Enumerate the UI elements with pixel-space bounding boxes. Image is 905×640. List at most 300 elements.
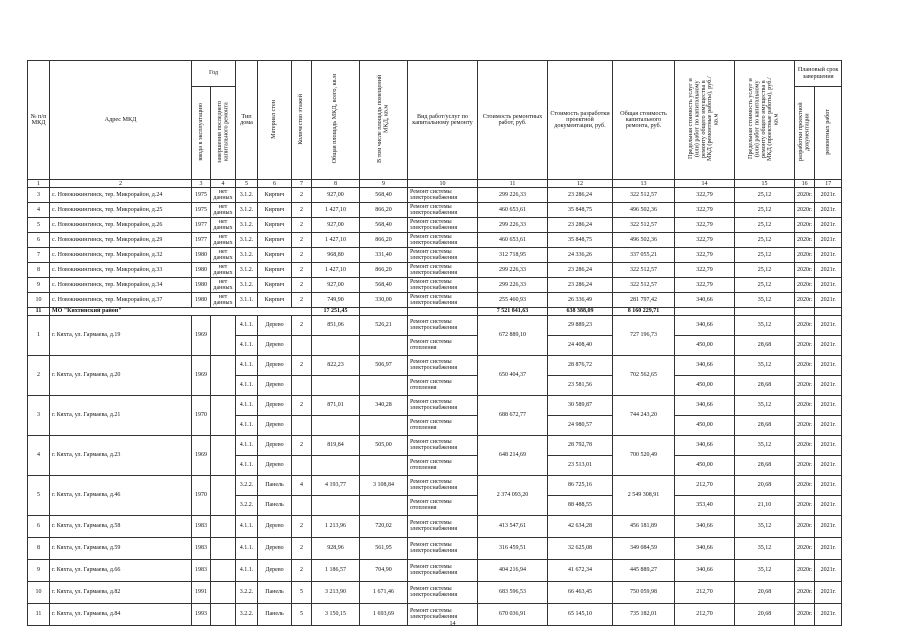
row-room-area: 720,02 bbox=[360, 515, 408, 537]
row-deadline-repair: 2021г. bbox=[815, 233, 842, 248]
row-room-area: 330,00 bbox=[360, 293, 408, 308]
row-total-cost: 727 196,73 bbox=[613, 315, 675, 355]
row-limit-design: 25,12 bbox=[735, 263, 795, 278]
row-deadline-repair: 2021г. bbox=[815, 455, 842, 475]
row-design-cost: 24 980,57 bbox=[548, 415, 613, 435]
row-total-area: 1 213,96 bbox=[312, 515, 360, 537]
header-wall-material: Материал стен bbox=[258, 61, 292, 180]
row-total-area: 1 186,57 bbox=[312, 559, 360, 581]
district-empty-cell bbox=[815, 308, 842, 315]
row-room-area: 704,90 bbox=[360, 559, 408, 581]
row-total-area: 927,00 bbox=[312, 278, 360, 293]
column-number: 13 bbox=[613, 180, 675, 188]
row-work-type: Ремонт системы отопления bbox=[408, 375, 478, 395]
row-total-cost: 337 055,21 bbox=[613, 248, 675, 263]
row-limit-repair: 340,66 bbox=[675, 559, 735, 581]
row-design-cost: 65 145,10 bbox=[548, 603, 613, 625]
column-number: 8 bbox=[312, 180, 360, 188]
row-floors bbox=[292, 455, 312, 475]
row-last-repair bbox=[211, 475, 236, 515]
column-number: 7 bbox=[292, 180, 312, 188]
row-repair-cost: 670 036,91 bbox=[478, 603, 548, 625]
row-limit-repair: 340,66 bbox=[675, 435, 735, 455]
table-row bbox=[28, 203, 842, 218]
row-deadline-repair: 2021г. bbox=[815, 495, 842, 515]
row-wall-material: Кирпич bbox=[258, 203, 292, 218]
row-deadline-design: 2020г. bbox=[795, 278, 815, 293]
row-commission-year: 1980 bbox=[192, 248, 211, 263]
row-wall-material: Панель bbox=[258, 581, 292, 603]
row-deadline-repair: 2021г. bbox=[815, 581, 842, 603]
row-total-cost: 322 512,57 bbox=[613, 218, 675, 233]
row-floors: 5 bbox=[292, 581, 312, 603]
row-deadline-design: 2020г. bbox=[795, 581, 815, 603]
row-deadline-repair: 2021г. bbox=[815, 263, 842, 278]
row-total-cost: 2 549 308,91 bbox=[613, 475, 675, 515]
row-limit-design: 35,12 bbox=[735, 515, 795, 537]
row-work-type: Ремонт системы электроснабжения bbox=[408, 218, 478, 233]
row-limit-repair: 450,00 bbox=[675, 375, 735, 395]
row-room-area: 866,20 bbox=[360, 203, 408, 218]
row-deadline-design: 2020г. bbox=[795, 218, 815, 233]
row-work-type: Ремонт системы отопления bbox=[408, 335, 478, 355]
row-design-cost: 23 581,56 bbox=[548, 375, 613, 395]
row-floors: 2 bbox=[292, 203, 312, 218]
table-row bbox=[28, 475, 842, 495]
row-address: г. Кяхта, ул. Гармаева, д.19 bbox=[50, 315, 192, 355]
row-wall-material: Панель bbox=[258, 495, 292, 515]
table-row bbox=[28, 395, 842, 415]
row-limit-design: 35,12 bbox=[735, 435, 795, 455]
table-row bbox=[28, 218, 842, 233]
row-total-cost: 496 502,36 bbox=[613, 203, 675, 218]
row-repair-cost: 255 460,93 bbox=[478, 293, 548, 308]
row-last-repair: нет данных bbox=[211, 263, 236, 278]
row-limit-repair: 322,79 bbox=[675, 203, 735, 218]
row-total-cost: 702 562,65 bbox=[613, 355, 675, 395]
row-deadline-design: 2020г. bbox=[795, 455, 815, 475]
row-wall-material: Кирпич bbox=[258, 188, 292, 203]
row-room-area bbox=[360, 335, 408, 355]
row-work-type: Ремонт системы электроснабжения bbox=[408, 278, 478, 293]
row-design-cost: 29 889,23 bbox=[548, 315, 613, 335]
row-design-cost: 23 286,24 bbox=[548, 188, 613, 203]
row-address: с. Новокижингинск, тер. Микрорайон, д.29 bbox=[50, 233, 192, 248]
row-floors bbox=[292, 335, 312, 355]
row-room-area: 505,00 bbox=[360, 435, 408, 455]
column-number: 16 bbox=[795, 180, 815, 188]
row-wall-material: Кирпич bbox=[258, 218, 292, 233]
row-total-area: 927,00 bbox=[312, 218, 360, 233]
row-limit-repair: 340,66 bbox=[675, 355, 735, 375]
row-house-type: 3.2.2. bbox=[236, 475, 258, 495]
row-total-area: 968,80 bbox=[312, 248, 360, 263]
district-name: МО "Кяхтинский район" bbox=[50, 308, 312, 315]
row-repair-cost: 299 226,33 bbox=[478, 263, 548, 278]
row-last-repair: нет данных bbox=[211, 203, 236, 218]
row-total-area: 871,01 bbox=[312, 395, 360, 415]
row-address: с. Новокижингинск, тер. Микрорайон, д.26 bbox=[50, 218, 192, 233]
row-house-type: 4.1.1. bbox=[236, 395, 258, 415]
row-design-cost: 23 286,24 bbox=[548, 278, 613, 293]
row-design-cost: 23 513,01 bbox=[548, 455, 613, 475]
row-total-cost: 750 059,98 bbox=[613, 581, 675, 603]
row-wall-material: Дерево bbox=[258, 415, 292, 435]
column-number: 3 bbox=[192, 180, 211, 188]
row-room-area: 866,20 bbox=[360, 263, 408, 278]
header-last-repair-year: завершения последнего капитального ремонта bbox=[211, 87, 236, 180]
row-work-type: Ремонт системы отопления bbox=[408, 455, 478, 475]
row-limit-design: 21,10 bbox=[735, 495, 795, 515]
row-limit-design: 25,12 bbox=[735, 233, 795, 248]
row-deadline-design: 2020г. bbox=[795, 435, 815, 455]
row-design-cost: 41 672,34 bbox=[548, 559, 613, 581]
row-deadline-repair: 2021г. bbox=[815, 537, 842, 559]
row-address: с. Новокижингинск, тер. Микрорайон, д.25 bbox=[50, 203, 192, 218]
row-repair-cost: 299 226,33 bbox=[478, 188, 548, 203]
row-repair-cost: 688 672,77 bbox=[478, 395, 548, 435]
row-commission-year: 1983 bbox=[192, 559, 211, 581]
row-limit-repair: 322,79 bbox=[675, 248, 735, 263]
row-house-type: 4.1.1. bbox=[236, 315, 258, 335]
row-last-repair bbox=[211, 581, 236, 603]
row-deadline-repair: 2021г. bbox=[815, 315, 842, 335]
row-room-area: 866,20 bbox=[360, 233, 408, 248]
row-wall-material: Кирпич bbox=[258, 263, 292, 278]
row-deadline-design: 2020г. bbox=[795, 315, 815, 335]
row-commission-year: 1975 bbox=[192, 203, 211, 218]
capital-repair-table bbox=[27, 60, 842, 626]
table-row bbox=[28, 233, 842, 248]
header-house-type: Тип дома bbox=[236, 61, 258, 180]
row-work-type: Ремонт системы электроснабжения bbox=[408, 203, 478, 218]
row-total-cost: 322 512,57 bbox=[613, 263, 675, 278]
row-design-cost: 23 286,24 bbox=[548, 263, 613, 278]
row-limit-design: 25,12 bbox=[735, 203, 795, 218]
row-room-area bbox=[360, 455, 408, 475]
row-deadline-design: 2020г. bbox=[795, 415, 815, 435]
row-last-repair bbox=[211, 537, 236, 559]
row-last-repair bbox=[211, 559, 236, 581]
row-house-type: 4.1.1. bbox=[236, 375, 258, 395]
row-floors: 2 bbox=[292, 218, 312, 233]
row-total-cost: 281 797,42 bbox=[613, 293, 675, 308]
row-commission-year: 1983 bbox=[192, 515, 211, 537]
table-row bbox=[28, 355, 842, 375]
row-work-type: Ремонт системы электроснабжения bbox=[408, 395, 478, 415]
column-number: 1 bbox=[28, 180, 50, 188]
row-address: с. Новокижингинск, тер. Микрорайон, д.24 bbox=[50, 188, 192, 203]
district-row bbox=[28, 308, 842, 315]
header-number: № п/п МКД bbox=[28, 61, 50, 180]
row-number: 11 bbox=[28, 603, 50, 625]
row-house-type: 3.2.2. bbox=[236, 495, 258, 515]
row-total-cost: 349 084,59 bbox=[613, 537, 675, 559]
row-floors: 2 bbox=[292, 435, 312, 455]
row-deadline-design: 2020г. bbox=[795, 475, 815, 495]
row-commission-year: 1991 bbox=[192, 581, 211, 603]
header-deadline-design: разработки проектной документации bbox=[795, 87, 815, 180]
row-room-area: 568,40 bbox=[360, 278, 408, 293]
row-total-cost: 496 502,36 bbox=[613, 233, 675, 248]
row-room-area: 331,40 bbox=[360, 248, 408, 263]
row-work-type: Ремонт системы электроснабжения bbox=[408, 435, 478, 455]
row-commission-year: 1969 bbox=[192, 355, 211, 395]
row-floors: 5 bbox=[292, 603, 312, 625]
row-house-type: 4.1.1. bbox=[236, 435, 258, 455]
header-deadline-group: Плановый срок завершения bbox=[795, 61, 842, 87]
row-commission-year: 1983 bbox=[192, 537, 211, 559]
row-wall-material: Кирпич bbox=[258, 278, 292, 293]
table-row bbox=[28, 315, 842, 335]
row-deadline-repair: 2021г. bbox=[815, 355, 842, 375]
row-design-cost: 35 848,75 bbox=[548, 203, 613, 218]
row-design-cost: 23 286,24 bbox=[548, 218, 613, 233]
row-design-cost: 32 625,08 bbox=[548, 537, 613, 559]
row-room-area: 340,28 bbox=[360, 395, 408, 415]
row-total-cost: 700 520,49 bbox=[613, 435, 675, 475]
row-work-type: Ремонт системы электроснабжения bbox=[408, 233, 478, 248]
header-total-area: Общая площадь МКД, всего, кв.м bbox=[312, 61, 360, 180]
capital-repair-table-sheet bbox=[27, 60, 842, 626]
row-house-type: 4.1.1. bbox=[236, 335, 258, 355]
row-address: г. Кяхта, ул. Гармаева, д.59 bbox=[50, 537, 192, 559]
column-number: 4 bbox=[211, 180, 236, 188]
row-house-type: 3.1.2. bbox=[236, 233, 258, 248]
row-commission-year: 1970 bbox=[192, 395, 211, 435]
row-address: г. Кяхта, ул. Гармаева, д.82 bbox=[50, 581, 192, 603]
row-commission-year: 1977 bbox=[192, 233, 211, 248]
row-room-area bbox=[360, 495, 408, 515]
table-row bbox=[28, 293, 842, 308]
row-floors bbox=[292, 375, 312, 395]
row-floors: 4 bbox=[292, 475, 312, 495]
row-total-cost: 735 182,01 bbox=[613, 603, 675, 625]
row-room-area: 561,95 bbox=[360, 537, 408, 559]
row-total-area: 819,84 bbox=[312, 435, 360, 455]
row-deadline-design: 2020г. bbox=[795, 537, 815, 559]
row-house-type: 3.1.2. bbox=[236, 203, 258, 218]
district-total-area: 17 251,45 bbox=[312, 308, 360, 315]
column-number: 2 bbox=[50, 180, 192, 188]
row-limit-design: 20,68 bbox=[735, 581, 795, 603]
row-deadline-design: 2020г. bbox=[795, 515, 815, 537]
row-floors: 2 bbox=[292, 559, 312, 581]
row-total-area bbox=[312, 455, 360, 475]
row-total-area: 928,96 bbox=[312, 537, 360, 559]
row-wall-material: Дерево bbox=[258, 315, 292, 335]
row-address: г. Кяхта, ул. Гармаева, д.20 bbox=[50, 355, 192, 395]
row-limit-design: 28,68 bbox=[735, 335, 795, 355]
row-last-repair bbox=[211, 515, 236, 537]
row-number: 10 bbox=[28, 293, 50, 308]
district-empty-cell bbox=[675, 308, 735, 315]
row-deadline-repair: 2021г. bbox=[815, 515, 842, 537]
row-deadline-repair: 2021г. bbox=[815, 278, 842, 293]
row-limit-repair: 212,70 bbox=[675, 603, 735, 625]
row-address: г. Кяхта, ул. Гармаева, д.21 bbox=[50, 395, 192, 435]
row-house-type: 3.1.2. bbox=[236, 263, 258, 278]
row-design-cost: 28 876,72 bbox=[548, 355, 613, 375]
row-commission-year: 1993 bbox=[192, 603, 211, 625]
row-number: 9 bbox=[28, 559, 50, 581]
row-deadline-design: 2020г. bbox=[795, 293, 815, 308]
row-deadline-design: 2020г. bbox=[795, 395, 815, 415]
row-limit-design: 20,68 bbox=[735, 475, 795, 495]
row-room-area: 506,97 bbox=[360, 355, 408, 375]
row-work-type: Ремонт системы электроснабжения bbox=[408, 188, 478, 203]
row-total-area: 3 213,90 bbox=[312, 581, 360, 603]
row-design-cost: 35 848,75 bbox=[548, 233, 613, 248]
row-repair-cost: 650 404,37 bbox=[478, 355, 548, 395]
row-work-type: Ремонт системы электроснабжения bbox=[408, 248, 478, 263]
row-total-area: 4 193,77 bbox=[312, 475, 360, 495]
row-floors bbox=[292, 415, 312, 435]
row-limit-design: 35,12 bbox=[735, 395, 795, 415]
row-floors: 2 bbox=[292, 188, 312, 203]
row-commission-year: 1969 bbox=[192, 315, 211, 355]
row-last-repair: нет данных bbox=[211, 248, 236, 263]
row-wall-material: Кирпич bbox=[258, 233, 292, 248]
row-limit-repair: 340,66 bbox=[675, 395, 735, 415]
row-repair-cost: 2 374 093,20 bbox=[478, 475, 548, 515]
row-repair-cost: 413 547,61 bbox=[478, 515, 548, 537]
district-design-cost: 638 388,09 bbox=[548, 308, 613, 315]
row-design-cost: 42 634,28 bbox=[548, 515, 613, 537]
row-last-repair: нет данных bbox=[211, 233, 236, 248]
district-repair-cost: 7 521 841,63 bbox=[478, 308, 548, 315]
row-limit-design: 28,68 bbox=[735, 375, 795, 395]
row-floors: 2 bbox=[292, 293, 312, 308]
row-deadline-repair: 2021г. bbox=[815, 395, 842, 415]
table-row bbox=[28, 581, 842, 603]
row-total-cost: 456 181,89 bbox=[613, 515, 675, 537]
row-total-area bbox=[312, 335, 360, 355]
row-number: 1 bbox=[28, 315, 50, 355]
row-deadline-repair: 2021г. bbox=[815, 603, 842, 625]
row-limit-design: 20,68 bbox=[735, 603, 795, 625]
table-row bbox=[28, 263, 842, 278]
row-limit-repair: 322,79 bbox=[675, 218, 735, 233]
row-work-type: Ремонт системы электроснабжения bbox=[408, 603, 478, 625]
row-wall-material: Дерево bbox=[258, 395, 292, 415]
row-limit-repair: 353,40 bbox=[675, 495, 735, 515]
row-address: г. Кяхта, ул. Гармаева, д.58 bbox=[50, 515, 192, 537]
row-limit-repair: 322,79 bbox=[675, 278, 735, 293]
table-row bbox=[28, 435, 842, 455]
row-design-cost: 88 488,55 bbox=[548, 495, 613, 515]
row-design-cost: 28 792,78 bbox=[548, 435, 613, 455]
district-empty-cell bbox=[795, 308, 815, 315]
row-number: 5 bbox=[28, 218, 50, 233]
row-design-cost: 86 725,16 bbox=[548, 475, 613, 495]
row-total-cost: 322 512,57 bbox=[613, 188, 675, 203]
row-design-cost: 26 336,49 bbox=[548, 293, 613, 308]
row-limit-repair: 322,79 bbox=[675, 233, 735, 248]
header-commission-year: ввода в эксплуатацию bbox=[192, 87, 211, 180]
row-wall-material: Дерево bbox=[258, 559, 292, 581]
row-last-repair bbox=[211, 435, 236, 475]
row-deadline-repair: 2021г. bbox=[815, 248, 842, 263]
row-wall-material: Дерево bbox=[258, 335, 292, 355]
row-last-repair: нет данных bbox=[211, 218, 236, 233]
row-house-type: 4.1.1. bbox=[236, 537, 258, 559]
row-work-type: Ремонт системы электроснабжения bbox=[408, 315, 478, 335]
header-repair-cost: Стоимость ремонтных работ, руб. bbox=[478, 61, 548, 180]
row-deadline-repair: 2021г. bbox=[815, 415, 842, 435]
table-row bbox=[28, 188, 842, 203]
column-number: 9 bbox=[360, 180, 408, 188]
row-deadline-repair: 2021г. bbox=[815, 293, 842, 308]
row-limit-design: 25,12 bbox=[735, 188, 795, 203]
row-work-type: Ремонт системы электроснабжения bbox=[408, 355, 478, 375]
header-floors: Количество этажей bbox=[292, 61, 312, 180]
row-limit-repair: 340,66 bbox=[675, 515, 735, 537]
row-limit-design: 35,12 bbox=[735, 293, 795, 308]
row-repair-cost: 299 226,33 bbox=[478, 278, 548, 293]
row-house-type: 4.1.1. bbox=[236, 415, 258, 435]
row-repair-cost: 404 216,94 bbox=[478, 559, 548, 581]
row-deadline-design: 2020г. bbox=[795, 355, 815, 375]
district-total-cost: 8 160 229,71 bbox=[613, 308, 675, 315]
row-total-area: 3 150,15 bbox=[312, 603, 360, 625]
column-number: 17 bbox=[815, 180, 842, 188]
row-number: 3 bbox=[28, 188, 50, 203]
row-deadline-design: 2020г. bbox=[795, 375, 815, 395]
row-address: г. Кяхта, ул. Гармаева, д.46 bbox=[50, 475, 192, 515]
row-house-type: 3.1.1. bbox=[236, 293, 258, 308]
row-deadline-repair: 2021г. bbox=[815, 559, 842, 581]
column-number: 6 bbox=[258, 180, 292, 188]
header-design-cost: Стоимость разработки проектной документации, руб. bbox=[548, 61, 613, 180]
row-floors: 2 bbox=[292, 278, 312, 293]
row-limit-repair: 212,70 bbox=[675, 475, 735, 495]
row-deadline-repair: 2021г. bbox=[815, 203, 842, 218]
row-deadline-design: 2020г. bbox=[795, 559, 815, 581]
row-limit-repair: 450,00 bbox=[675, 415, 735, 435]
row-repair-cost: 683 596,53 bbox=[478, 581, 548, 603]
row-number: 4 bbox=[28, 203, 50, 218]
row-limit-repair: 212,70 bbox=[675, 581, 735, 603]
column-number-row bbox=[28, 180, 842, 188]
row-work-type: Ремонт системы отопления bbox=[408, 415, 478, 435]
column-number: 11 bbox=[478, 180, 548, 188]
row-number: 9 bbox=[28, 278, 50, 293]
row-total-cost: 445 889,27 bbox=[613, 559, 675, 581]
column-number: 14 bbox=[675, 180, 735, 188]
row-commission-year: 1980 bbox=[192, 293, 211, 308]
table-row bbox=[28, 248, 842, 263]
row-total-area: 927,00 bbox=[312, 188, 360, 203]
row-limit-design: 25,12 bbox=[735, 278, 795, 293]
table-row bbox=[28, 278, 842, 293]
row-wall-material: Кирпич bbox=[258, 293, 292, 308]
row-design-cost: 66 463,45 bbox=[548, 581, 613, 603]
row-total-area bbox=[312, 495, 360, 515]
header-deadline-repair: ремонтных работ bbox=[815, 87, 842, 180]
row-room-area: 568,40 bbox=[360, 218, 408, 233]
row-number: 6 bbox=[28, 233, 50, 248]
row-limit-design: 35,12 bbox=[735, 355, 795, 375]
row-wall-material: Панель bbox=[258, 475, 292, 495]
row-total-area: 1 427,10 bbox=[312, 263, 360, 278]
row-floors: 2 bbox=[292, 248, 312, 263]
row-floors: 2 bbox=[292, 395, 312, 415]
row-deadline-repair: 2021г. bbox=[815, 335, 842, 355]
row-work-type: Ремонт системы электроснабжения bbox=[408, 537, 478, 559]
row-work-type: Ремонт системы электроснабжения bbox=[408, 475, 478, 495]
row-limit-design: 28,68 bbox=[735, 415, 795, 435]
